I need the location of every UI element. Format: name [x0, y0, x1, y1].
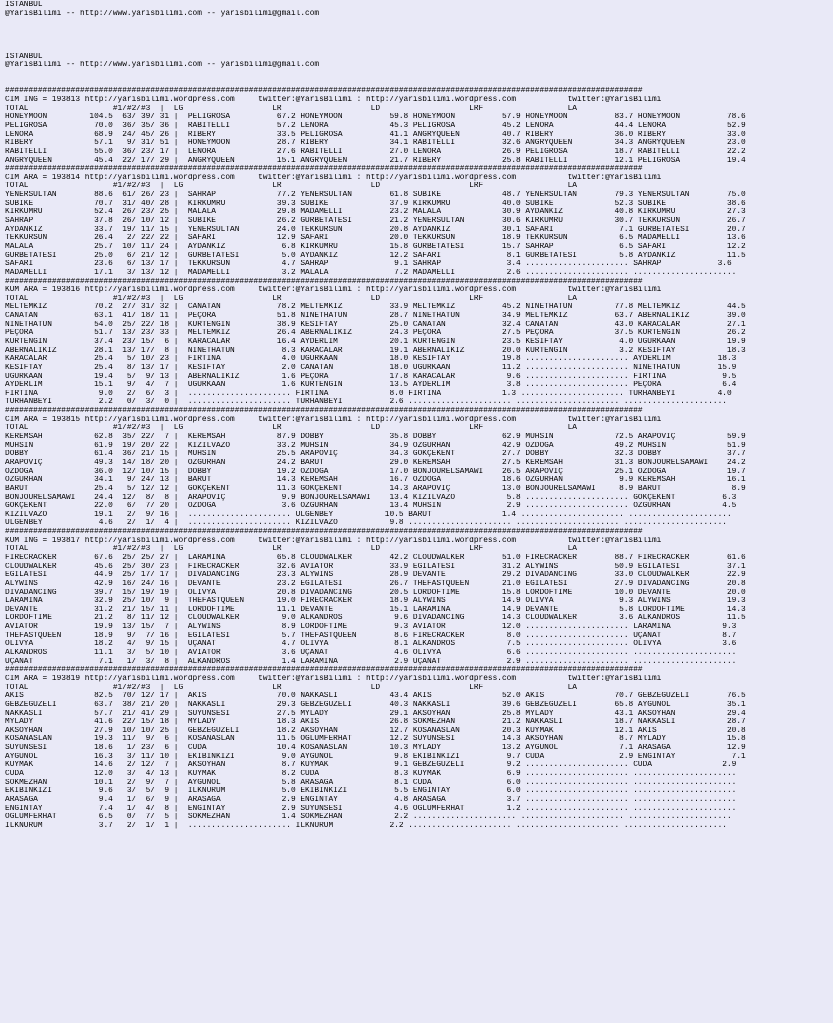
text-line: ISTANBUL	[5, 52, 43, 61]
text-line: GÖKÇEKENT 22.0 6/ 7/ 20 | ÖZDOGA 3.6 ÖZGÜRHAN 13.4 MUHSIN 2.9 ...................... ÖZGÜRHAN 4.5	[5, 502, 737, 511]
separator-line: ########################################################################################################################################	[5, 407, 643, 416]
text-line	[5, 27, 833, 36]
text-line	[5, 79, 833, 88]
text-line: SAFARI 23.6 6/ 13/ 17 | TEKKURSUN 4.7 SAHRAP 9.1 SAHRAP 3.4 ...................... SAHRAP 3.6	[5, 260, 732, 269]
text-line: LARAMINA 32.9 25/ 10/ 9 | THEFASTQUEEN 19.0 FIRECRACKER 18.9 ALYWINS 14.9 OLIVYA 9.3 ALYWINS 19.3	[5, 597, 746, 606]
text-line: KIZILVAZO 19.1 2/ 9/ 16 | ...................... ÜLGENBEY 10.5 BARUT 1.4 ...................... ......................	[5, 510, 732, 519]
text-line: RABITELLI 55.0 36/ 23/ 17 | LENORA 27.6 RABITELLI 27.0 LENORA 26.9 PELIGROSA 18.7 RABITELLI 22.2	[5, 147, 746, 156]
text-line: MUHSIN 61.9 19/ 20/ 22 | KIZILVAZO 33.2 MUHSIN 34.9 ÖZGÜRHAN 42.9 ÖZDOGA 49.2 MUHSIN 51.9	[5, 441, 746, 450]
text-line: GEBZEGÜZELI 63.7 38/ 21/ 20 | NAKKASLI 29.3 GEBZEGÜZELI 40.3 NAKKASLI 39.6 GEBZEGÜZELI 65.8 AYGÜNÖL 35.1	[5, 700, 746, 709]
text-line: ÖZDOGA 36.0 12/ 10/ 15 | DOBBY 19.2 ÖZDOGA 17.0 BONJOURELSAMAWI 26.5 ARAPOVIÇ 25.1 ÖZDOGA 19.7	[5, 467, 746, 476]
text-line: MYLADY 41.6 22/ 15/ 18 | MYLADY 18.3 AKIS 26.8 SÖKMEZHAN 21.2 NAKKASLI 18.7 NAKKASLI 28.7	[5, 718, 746, 727]
text-line: FIRTINA 9.0 2/ 6/ 3 | ...................... FIRTINA 8.0 FIRTINA 1.3 ...................... TURHANBEYI 4.0	[5, 389, 732, 398]
text-line: TOTAL #1/#2/#3 | LG LR LD LRF LA	[5, 294, 577, 303]
text-line: CANATAN 63.1 41/ 18/ 11 | PEÇORA 51.8 NINETHATUN 28.7 NINETHATUN 34.9 MELTEMKIZ 63.7 ABERNALIKIZ 39.0	[5, 312, 746, 321]
text-line: ISTANBUL	[5, 1, 43, 9]
text-line: ILKNURUM 3.7 2/ 1/ 1 | ...................... ILKNURUM 2.2 ...................... ...................... ......................	[5, 821, 727, 830]
text-line: LORDOFTIME 21.2 8/ 11/ 12 | CLOUDWALKER 9.0 ALKANDROS 9.6 DIVADANCING 14.3 CLOUDWALKER 3.6 ALKANDROS 11.5	[5, 614, 746, 623]
text-line: TOTAL #1/#2/#3 | LG LR LD LRF LA	[5, 182, 577, 191]
text-line: NINETHATUN 54.0 25/ 22/ 18 | KURTENGIN 38.9 KESIFTAY 25.0 CANATAN 32.4 CANATAN 43.0 KARACALAR 27.1	[5, 320, 746, 329]
text-line: AKSOYHAN 27.9 10/ 10/ 25 | GEBZEGÜZELI 18.2 AKSOYHAN 12.7 KOSANASLAN 20.3 KUYMAK 12.1 AKIS 20.8	[5, 726, 746, 735]
separator-line: ########################################################################################################################################	[5, 528, 643, 537]
text-line: ARASAGA 9.4 1/ 6/ 9 | ARASAGA 2.9 ENGINTAY 4.8 ARASAGA 3.7 ...................... ......................	[5, 795, 737, 804]
text-line: EGILATESI 44.9 25/ 17/ 17 | DIVADANCING 23.3 ALYWINS 28.9 DEVANTE 29.2 DIVADANCING 33.0 CLOUDWALKER 22.9	[5, 571, 746, 580]
text-line: CLOUDWALKER 45.6 25/ 30/ 23 | FIRECRACKER 32.6 AVIATOR 33.9 EGILATESI 31.2 ALYWINS 50.9 EGILATESI 37.1	[5, 562, 746, 571]
text-line: @YarisBilimi -- http://www.yarisbilimi.com -- yarisbilimi@gmail.com	[5, 61, 320, 70]
text-line: RIBERY 57.1 9/ 31/ 51 | HONEYMOON 28.7 RIBERY 34.1 RABITELLI 32.6 ANGRYQUEEN 34.3 ANGRYQUEEN 23.0	[5, 139, 746, 148]
text-line: KIRKUMRU 52.4 26/ 23/ 25 | MALALA 29.8 MADAMELLI 23.2 MALALA 30.9 AYDANKIZ 40.8 KIRKUMRU 27.3	[5, 208, 746, 217]
text-line: HONEYMOON 104.5 63/ 39/ 31 | PELIGROSA 67.2 HONEYMOON 59.8 HONEYMOON 57.9 HONEYMOON 83.7 HONEYMOON 78.6	[5, 113, 746, 122]
text-line: UGURKAAN 19.4 5/ 9/ 13 | ABERNALIKIZ 1.6 PEÇORA 17.8 KARACALAR 9.6 ...................... FIRTINA 9.5	[5, 372, 737, 381]
text-line: KESIFTAY 25.4 8/ 13/ 17 | KESIFTAY 2.0 CANATAN 18.0 UGURKAAN 11.2 ...................... NINETHATUN 15.9	[5, 363, 737, 372]
text-line: KUYMAK 14.6 2/ 12/ 7 | AKSOYHAN 8.7 KUYMAK 9.1 GEBZEGÜZELI 9.2 ...................... CÜDA 2.9	[5, 761, 737, 770]
text-line: PEÇORA 51.7 13/ 23/ 33 | MELTEMKIZ 26.4 ABERNALIKIZ 24.3 PEÇORA 27.5 PEÇORA 37.5 KURTENGIN 26.2	[5, 329, 746, 338]
text-line: KEREMSAH 62.8 35/ 22/ 7 | KEREMSAH 87.9 DOBBY 35.8 DOBBY 62.9 MUHSIN 72.5 ARAPOVIÇ 59.9	[5, 433, 746, 442]
text-line: KUM ARA = 193816 http://yarisbilimi.wordpress.com twitter:@YarisBilimi : http://yarisbilimi.wordpress.com twitter:@YarisBilimi	[5, 286, 662, 295]
text-line: AYDANKIZ 33.7 19/ 11/ 15 | YENERSULTAN 24.0 TEKKURSUN 20.8 AYDANKIZ 30.1 SAFARI 7.1 GURBETATESI 20.7	[5, 225, 746, 234]
text-line: MELTEMKIZ 70.2 27/ 31/ 32 | CANATAN 78.2 MELTEMKIZ 33.9 MELTEMKIZ 45.2 NINETHATUN 77.8 MELTEMKIZ 44.5	[5, 303, 746, 312]
text-line: CIM ARA = 193819 http://yarisbilimi.wordpress.com twitter:@YarisBilimi : http://yarisbilimi.wordpress.com twitter:@YarisBilimi	[5, 674, 662, 683]
text-line: CIM ING = 193813 http://yarisbilimi.wordpress.com twitter:@YarisBilimi : http://yarisbilimi.wordpress.com twitter:@YarisBilimi	[5, 96, 662, 105]
separator-line: ########################################################################################################################################	[5, 165, 643, 174]
text-line: SUBIKE 70.7 31/ 40/ 28 | KIRKUMRU 39.3 SUBIKE 37.9 KIRKUMRU 40.0 SUBIKE 52.3 SUBIKE 38.6	[5, 199, 746, 208]
text-line: AYGÜNÖL 16.3 3/ 11/ 10 | EKIBINKIZI 9.0 AYGÜNÖL 9.8 EKIBINKIZI 9.7 CÜDA 2.9 ENGINTAY 7.1	[5, 752, 746, 761]
text-line: TOTAL #1/#2/#3 | LG LR LD LRF LA	[5, 683, 577, 692]
text-line: DOBBY 61.4 36/ 21/ 15 | MUHSIN 25.5 ARAPOVIÇ 34.3 GÖKÇEKENT 27.7 DOBBY 32.3 DOBBY 37.7	[5, 450, 746, 459]
text-line: CIM ARA = 193814 http://yarisbilimi.wordpress.com twitter:@YarisBilimi : http://yarisbilimi.wordpress.com twitter:@YarisBilimi	[5, 173, 662, 182]
text-line: LENORA 68.9 24/ 45/ 26 | RIBERY 33.5 PELIGROSA 41.1 ANGRYQUEEN 40.7 RIBERY 36.0 RIBERY 33.0	[5, 130, 746, 139]
text-line: SÖKMEZHAN 10.1 2/ 9/ 7 | AYGÜNÖL 5.8 ARASAGA 8.1 CÜDA 6.0 ...................... ......................	[5, 778, 737, 787]
text-line: KURTENGIN 37.4 23/ 15/ 6 | KARACALAR 16.4 AYDERLIM 20.1 KURTENGIN 23.5 KESIFTAY 4.0 UGURKAAN 19.9	[5, 337, 746, 346]
separator-line: ########################################################################################################################################	[5, 666, 643, 675]
text-line: ÖZGÜRHAN 34.1 9/ 24/ 13 | BARUT 14.3 KEREMSAH 16.7 ÖZDOGA 18.6 ÖZGÜRHAN 9.9 KEREMSAH 16.1	[5, 476, 746, 485]
text-line: MADAMELLI 17.1 3/ 13/ 12 | MADAMELLI 3.2 MALALA 7.2 MADAMELLI 2.6 ...................... ......................	[5, 268, 737, 277]
separator-line: ########################################################################################################################################	[5, 277, 643, 286]
text-line: ENGINTAY 7.4 1/ 4/ 8 | ENGINTAY 2.9 SUYUNSESI 4.6 OGLUMFERHAT 1.2 ...................... ......................	[5, 804, 737, 813]
text-line: OLIVYA 18.2 4/ 9/ 15 | UÇANAT 4.7 OLIVYA 8.1 ALKANDROS 7.5 ...................... OLIVYA 3.6	[5, 640, 737, 649]
text-line: PELIGROSA 70.0 36/ 35/ 36 | RABITELLI 57.2 LENORA 45.3 PELIGROSA 45.2 LENORA 44.4 LENORA 52.9	[5, 121, 746, 130]
text-line	[5, 44, 833, 53]
text-line: ÜLGENBEY 4.6 2/ 1/ 4 | ...................... KIZILVAZO 9.8 ...................... ...................... ......................	[5, 519, 727, 528]
text-line: KARACALAR 25.4 5/ 10/ 23 | FIRTINA 4.0 UGURKAAN 18.0 KESIFTAY 19.8 ...................... AYDERLIM 18.3	[5, 355, 737, 364]
text-line: TEKKURSUN 26.4 2/ 22/ 22 | SAFARI 12.9 SAFARI 20.0 TEKKURSUN 18.9 TEKKURSUN 6.5 MADAMELLI 13.6	[5, 234, 746, 243]
text-line: OGLUMFERHAT 6.5 0/ 7/ 5 | SÖKMEZHAN 1.4 SÖKMEZHAN 2.2 ...................... ...................... ......................	[5, 813, 732, 822]
text-line: DIVADANCING 39.7 15/ 19/ 19 | OLIVYA 20.8 DIVADANCING 20.5 LORDOFTIME 15.8 LORDOFTIME 10.0 DEVANTE 20.0	[5, 588, 746, 597]
text-line: TURHANBEYI 2.2 0/ 3/ 0 | ...................... TURHANBEYI 2.6 ...................... ...................... ......................	[5, 398, 727, 407]
separator-line: ########################################################################################################################################	[5, 87, 643, 96]
text-line: YENERSULTAN 88.6 61/ 26/ 23 | SAHRAP 77.2 YENERSULTAN 61.8 SUBIKE 48.7 YENERSULTAN 79.3 YENERSULTAN 75.0	[5, 191, 746, 200]
text-line: AYDERLIM 15.1 9/ 4/ 7 | UGURKAAN 1.6 KURTENGIN 13.5 AYDERLIM 3.8 ...................... PEÇORA 6.4	[5, 381, 737, 390]
text-line: ARAPOVIÇ 49.3 14/ 18/ 20 | ÖZGÜRHAN 24.2 BARUT 29.0 KEREMSAH 27.5 KEREMSAH 31.3 BONJOURELSAMAWI 24.2	[5, 458, 746, 467]
text-line: MALALA 25.7 10/ 11/ 24 | AYDANKIZ 6.8 KIRKUMRU 15.8 GURBETATESI 15.7 SAHRAP 6.5 SAFARI 12.2	[5, 242, 746, 251]
text-line: ALYWINS 42.9 16/ 24/ 16 | DEVANTE 23.2 EGILATESI 26.7 THEFASTQUEEN 21.0 EGILATESI 27.9 DIVADANCING 20.8	[5, 579, 746, 588]
text-line: KOSANASLAN 19.3 11/ 9/ 6 | KOSANASLAN 11.5 OGLUMFERHAT 12.2 SUYUNSESI 14.3 AKSOYHAN 8.7 MYLADY 15.8	[5, 735, 746, 744]
text-line: CIM ARA = 193815 http://yarisbilimi.wordpress.com twitter:@YarisBilimi : http://yarisbilimi.wordpress.com twitter:@YarisBilimi	[5, 415, 662, 424]
text-line: TOTAL #1/#2/#3 | LG LR LD LRF LA	[5, 424, 577, 433]
text-line: ALKANDROS 11.1 3/ 5/ 10 | AVIATOR 3.6 UÇANAT 4.6 OLIVYA 6.6 ...................... ......................	[5, 649, 737, 658]
text-line: ABERNALIKIZ 28.1 13/ 17/ 8 | NINETHATUN 8.3 KARACALAR 19.1 ABERNALIKIZ 20.0 KURTENGIN 3.2 KESIFTAY 18.3	[5, 346, 746, 355]
text-line: SUYUNSESI 18.6 1/ 23/ 6 | CÜDA 10.4 KOSANASLAN 10.3 MYLADY 13.2 AYGÜNÖL 7.1 ARASAGA 12.9	[5, 744, 746, 753]
text-line: GURBETATESI 25.0 6/ 21/ 12 | GURBETATESI 5.0 AYDANKIZ 12.2 SAFARI 8.1 GURBETATESI 5.8 AYDANKIZ 11.5	[5, 251, 746, 260]
text-line: CÜDA 12.0 3/ 4/ 13 | KUYMAK 8.2 CÜDA 8.3 KUYMAK 6.9 ...................... ......................	[5, 770, 737, 779]
text-line: THEFASTQUEEN 18.9 9/ 7/ 16 | EGILATESI 5.7 THEFASTQUEEN 8.6 FIRECRACKER 8.0 ...................... UÇANAT 8.7	[5, 631, 737, 640]
text-line: BONJOURELSAMAWI 24.4 12/ 8/ 8 | ARAPOVIÇ 9.9 BONJOURELSAMAWI 13.4 KIZILVAZO 5.8 ...................... GÖKÇEKENT 6.3	[5, 493, 737, 502]
text-line	[5, 18, 833, 27]
text-line: AKIS 82.5 70/ 12/ 17 | AKIS 70.0 NAKKASLI 43.4 AKIS 52.0 AKIS 70.7 GEBZEGÜZELI 76.5	[5, 692, 746, 701]
text-line: AVIATOR 19.9 13/ 15/ 7 | ALYWINS 8.9 LORDOFTIME 9.3 AVIATOR 12.0 ...................... LARAMINA 9.3	[5, 623, 737, 632]
text-line	[5, 36, 833, 45]
text-line: DEVANTE 31.2 21/ 15/ 11 | LORDOFTIME 11.1 DEVANTE 15.1 LARAMINA 14.9 DEVANTE 5.8 LORDOFTIME 14.3	[5, 605, 746, 614]
text-line: @YarisBilimi -- http://www.yarisbilimi.com -- yarisbilimi@gmail.com	[5, 9, 320, 18]
text-line: ANGRYQUEEN 45.4 22/ 17/ 29 | ANGRYQUEEN 15.1 ANGRYQUEEN 21.7 RIBERY 25.8 RABITELLI 12.1 PELIGROSA 19.4	[5, 156, 746, 165]
text-line: BARUT 25.4 5/ 12/ 12 | GÖKÇEKENT 11.3 GÖKÇEKENT 14.3 ARAPOVIÇ 13.0 BONJOURELSAMAWI 8.9 BARUT 8.9	[5, 484, 746, 493]
text-line: TOTAL #1/#2/#3 | LG LR LD LRF LA	[5, 104, 577, 113]
text-line: UÇANAT 7.1 1/ 3/ 8 | ALKANDROS 1.4 LARAMINA 2.9 UÇANAT 2.9 ...................... ......................	[5, 657, 737, 666]
text-line: NAKKASLI 57.7 21/ 41/ 29 | SUYUNSESI 27.5 MYLADY 29.1 AKSOYHAN 25.8 MYLADY 43.1 AKSOYHAN 29.4	[5, 709, 746, 718]
text-line: KUM ING = 193817 http://yarisbilimi.wordpress.com twitter:@YarisBilimi : http://yarisbilimi.wordpress.com twitter:@YarisBilimi	[5, 536, 662, 545]
text-line: TOTAL #1/#2/#3 | LG LR LD LRF LA	[5, 545, 577, 554]
text-line: FIRECRACKER 67.6 25/ 25/ 27 | LARAMINA 65.8 CLOUDWALKER 42.2 CLOUDWALKER 51.0 FIRECRACKER 88.7 FIRECRACKER 61.6	[5, 554, 746, 562]
text-line	[5, 70, 833, 79]
text-line: SAHRAP 37.8 26/ 10/ 12 | SUBIKE 26.2 GURBETATESI 21.2 YENERSULTAN 30.6 KIRKUMRU 30.7 TEKKURSUN 26.7	[5, 217, 746, 226]
text-line: EKIBINKIZI 9.6 3/ 5/ 9 | ILKNURUM 5.0 EKIBINKIZI 5.5 ENGINTAY 6.0 ...................... ......................	[5, 787, 737, 796]
